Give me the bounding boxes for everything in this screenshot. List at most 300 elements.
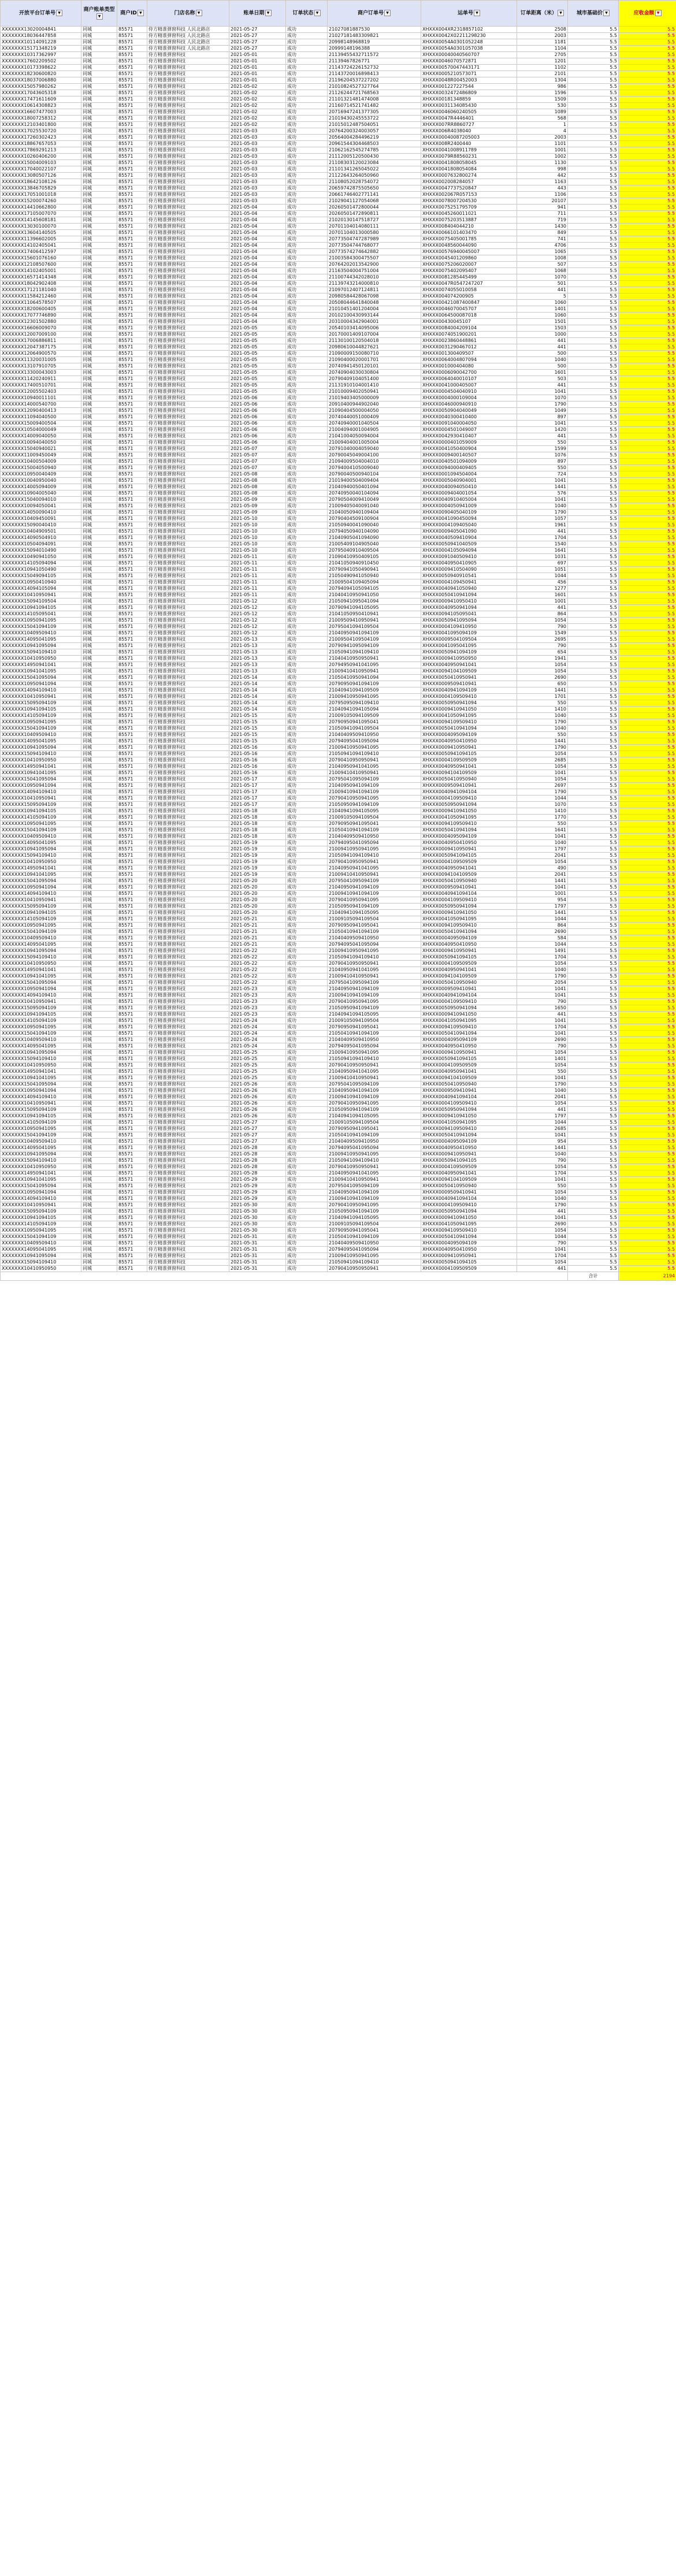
table-cell: 2021-05-26 bbox=[229, 1113, 286, 1120]
table-row bbox=[1, 821, 676, 827]
table-cell: 5.5 bbox=[619, 973, 676, 980]
table-row bbox=[1, 471, 676, 478]
table-cell: 同城 bbox=[81, 522, 117, 529]
table-cell: 85571 bbox=[117, 859, 147, 865]
table-cell: 侍方精准弹窗科技 bbox=[147, 878, 229, 884]
table-cell: XXXXXXX10410950941 bbox=[1, 999, 81, 1005]
table-cell: 侍方精准弹窗科技 bbox=[147, 948, 229, 954]
table-cell: 20790410950950941 bbox=[328, 859, 421, 865]
table-row bbox=[1, 166, 676, 173]
table-cell: 同城 bbox=[81, 490, 117, 497]
table-cell: 85571 bbox=[117, 884, 147, 891]
table-cell: 21050941094109410 bbox=[328, 1158, 421, 1164]
table-cell: 5.5 bbox=[568, 211, 619, 217]
filter-dropdown-icon[interactable]: ▼ bbox=[314, 10, 321, 16]
table-cell: 同城 bbox=[81, 402, 117, 408]
table-cell: 21126244721768563 bbox=[328, 90, 421, 96]
table-cell: 5.5 bbox=[619, 1151, 676, 1158]
table-cell: 5.5 bbox=[568, 147, 619, 154]
table-cell: 2021-05-04 bbox=[229, 236, 286, 243]
table-cell: 5.5 bbox=[568, 738, 619, 745]
table-cell: 5.5 bbox=[568, 1202, 619, 1209]
table-cell: 20795041095094109 bbox=[328, 878, 421, 884]
table-cell: 1430 bbox=[517, 224, 568, 230]
table-cell: 5.5 bbox=[619, 516, 676, 522]
table-cell: 5.5 bbox=[619, 452, 676, 459]
table-cell: 2021-05-11 bbox=[229, 554, 286, 560]
table-cell: XHXXX0009410950941 bbox=[421, 1050, 517, 1056]
table-cell: XHXXX0009504109504 bbox=[421, 637, 517, 643]
table-cell: XXXXXXX14105094109 bbox=[1, 1120, 81, 1126]
table-cell: 成功 bbox=[286, 103, 328, 109]
column-header[interactable]: 订单状态 ▼ bbox=[286, 1, 328, 27]
table-cell: 1008 bbox=[517, 255, 568, 262]
table-cell: 85571 bbox=[117, 980, 147, 986]
table-cell: 2021-05-21 bbox=[229, 923, 286, 929]
table-cell: 5.5 bbox=[568, 884, 619, 891]
table-cell: 5.5 bbox=[568, 446, 619, 452]
table-cell: 85571 bbox=[117, 293, 147, 300]
table-cell: XXXXXXX13080507126 bbox=[1, 173, 81, 179]
table-cell: XXXXXXX10409509410 bbox=[1, 935, 81, 942]
table-cell: 5.5 bbox=[568, 573, 619, 579]
table-cell: 侍方精准弹窗科技 bbox=[147, 560, 229, 567]
table-cell: 85571 bbox=[117, 58, 147, 65]
table-cell: 同城 bbox=[81, 1196, 117, 1202]
table-cell: 侍方精准弹窗科技 bbox=[147, 897, 229, 904]
table-cell: 成功 bbox=[286, 249, 328, 255]
column-header[interactable]: 商户ID ▼ bbox=[117, 1, 147, 27]
table-row bbox=[1, 967, 676, 973]
table-cell: 侍方精准弹窗科技 bbox=[147, 522, 229, 529]
table-cell: 同城 bbox=[81, 897, 117, 904]
column-header[interactable]: 运单号 ▼ bbox=[421, 1, 517, 27]
table-cell: 成功 bbox=[286, 1151, 328, 1158]
table-cell: 同城 bbox=[81, 1132, 117, 1139]
table-cell: 5.5 bbox=[619, 821, 676, 827]
table-cell: 成功 bbox=[286, 230, 328, 236]
table-cell: 2021-05-03 bbox=[229, 135, 286, 141]
table-cell: 85571 bbox=[117, 306, 147, 313]
table-cell: 85571 bbox=[117, 332, 147, 338]
table-cell: 2690 bbox=[517, 1037, 568, 1043]
table-cell: 5.5 bbox=[619, 224, 676, 230]
table-cell: 侍方精准弹窗科技 bbox=[147, 1069, 229, 1075]
table-cell: 5.5 bbox=[568, 1221, 619, 1228]
table-cell: 同城 bbox=[81, 745, 117, 751]
table-cell: 侍方精准弹窗科技 bbox=[147, 58, 229, 65]
table-cell: 侍方精准弹窗科技 bbox=[147, 929, 229, 935]
table-cell: XHXXX0064500087018 bbox=[421, 313, 517, 319]
filter-dropdown-icon[interactable]: ▼ bbox=[265, 10, 272, 16]
table-row bbox=[1, 1151, 676, 1158]
table-cell: 侍方精准弹窗科技 bbox=[147, 1107, 229, 1113]
column-header[interactable]: 商户订单号 ▼ bbox=[328, 1, 421, 27]
table-cell: 85571 bbox=[117, 815, 147, 821]
table-cell: XHXXX0004504040910 bbox=[421, 389, 517, 395]
table-cell: 5.5 bbox=[568, 465, 619, 471]
table-cell: 5.5 bbox=[619, 624, 676, 630]
table-cell: 5.5 bbox=[568, 726, 619, 732]
table-cell: XXXXXXX12103401800 bbox=[1, 122, 81, 128]
table-cell: 同城 bbox=[81, 560, 117, 567]
table-cell: 5.5 bbox=[568, 1190, 619, 1196]
table-cell: 1041 bbox=[517, 993, 568, 999]
table-cell: 5.5 bbox=[568, 643, 619, 649]
table-cell: 5.5 bbox=[619, 948, 676, 954]
table-cell: 21019403405000009 bbox=[328, 395, 421, 402]
table-cell: XXXXXXX13300043003 bbox=[1, 370, 81, 376]
table-cell: 21009410410950941 bbox=[328, 770, 421, 776]
table-row bbox=[1, 192, 676, 198]
filter-dropdown-icon[interactable]: ▼ bbox=[655, 10, 662, 16]
table-row bbox=[1, 198, 676, 205]
table-cell: 成功 bbox=[286, 954, 328, 961]
table-cell: XXXXXXX10410950950 bbox=[1, 859, 81, 865]
table-cell: 21139467826771 bbox=[328, 58, 421, 65]
table-cell: XXXXXXX11320031005 bbox=[1, 357, 81, 363]
table-cell: 5.5 bbox=[568, 490, 619, 497]
table-cell: 85571 bbox=[117, 1253, 147, 1259]
table-cell: XHXXX0040950410950 bbox=[421, 1247, 517, 1253]
table-cell: 5.5 bbox=[568, 840, 619, 846]
table-cell: XHXXX0050410941094 bbox=[421, 1234, 517, 1240]
table-cell: 侍方精准弹窗科技 bbox=[147, 471, 229, 478]
table-cell: 5.5 bbox=[619, 300, 676, 306]
table-row bbox=[1, 84, 676, 90]
table-cell: 1704 bbox=[517, 1170, 568, 1177]
column-header[interactable]: 订单距离（米） ▼ bbox=[517, 1, 568, 27]
table-cell: XXXXXXX10941094105 bbox=[1, 1215, 81, 1221]
table-cell: XHXXX0050410950940 bbox=[421, 1183, 517, 1190]
table-cell: 5.5 bbox=[619, 510, 676, 516]
table-cell: 侍方精准弹窗科技 bbox=[147, 586, 229, 592]
table-cell: 成功 bbox=[286, 980, 328, 986]
table-cell: 侍方精准弹窗科技 bbox=[147, 611, 229, 618]
table-row bbox=[1, 1043, 676, 1050]
table-cell: XXXXXXX18036447858 bbox=[1, 33, 81, 39]
table-cell: 5.5 bbox=[619, 77, 676, 84]
table-cell: 侍方精准弹窗科技 bbox=[147, 65, 229, 71]
table-cell: 成功 bbox=[286, 1037, 328, 1043]
table-cell: 21040950941041095 bbox=[328, 1170, 421, 1177]
table-cell: XXXXXXX14950941041 bbox=[1, 1069, 81, 1075]
table-cell: 21027081887530 bbox=[328, 27, 421, 33]
table-cell: 成功 bbox=[286, 592, 328, 599]
table-cell: 5.5 bbox=[568, 198, 619, 205]
table-row bbox=[1, 700, 676, 707]
table-cell: 1054 bbox=[517, 1228, 568, 1234]
column-header[interactable]: 开放平台订单号 ▼ bbox=[1, 1, 81, 27]
table-cell: XHXXX0004050941009 bbox=[421, 503, 517, 510]
table-row bbox=[1, 757, 676, 764]
table-cell: 2021-05-30 bbox=[229, 1209, 286, 1215]
table-cell: 21009405040091040 bbox=[328, 503, 421, 510]
table-cell: 侍方精准弹窗科技 bbox=[147, 599, 229, 605]
table-cell: XXXXXXX18642108126 bbox=[1, 179, 81, 185]
table-cell: 85571 bbox=[117, 675, 147, 681]
table-cell: 同城 bbox=[81, 1062, 117, 1069]
table-cell: 2021-05-02 bbox=[229, 90, 286, 96]
table-cell: 2021-05-17 bbox=[229, 789, 286, 796]
table-cell: 85571 bbox=[117, 116, 147, 122]
table-cell: 1000 bbox=[517, 332, 568, 338]
table-cell: 成功 bbox=[286, 643, 328, 649]
table-cell: 1044 bbox=[517, 1120, 568, 1126]
table-cell: 同城 bbox=[81, 1056, 117, 1062]
table-cell: XHXXX0094104109509 bbox=[421, 668, 517, 675]
table-cell: XXXXXXX10941095094 bbox=[1, 846, 81, 853]
table-cell: 85571 bbox=[117, 624, 147, 630]
table-cell: 同城 bbox=[81, 1101, 117, 1107]
table-cell: 同城 bbox=[81, 414, 117, 421]
table-cell: 2021-05-04 bbox=[229, 300, 286, 306]
table-cell: 20790410950941095 bbox=[328, 796, 421, 802]
table-cell: 20764200324003057 bbox=[328, 128, 421, 135]
table-row bbox=[1, 452, 676, 459]
filter-dropdown-icon[interactable]: ▼ bbox=[603, 10, 610, 16]
table-cell: 1130 bbox=[517, 160, 568, 166]
table-cell: 同城 bbox=[81, 687, 117, 694]
filter-dropdown-icon[interactable]: ▼ bbox=[474, 10, 480, 16]
table-cell: 侍方精准弹窗科技 bbox=[147, 986, 229, 993]
table-cell: 1491 bbox=[517, 948, 568, 954]
table-cell: 2021-05-27 bbox=[229, 33, 286, 39]
table-cell: 5.5 bbox=[568, 675, 619, 681]
table-cell: 5.5 bbox=[619, 891, 676, 897]
table-cell: 20790410950941095 bbox=[328, 1202, 421, 1209]
table-cell: 侍方精准弹窗科技 bbox=[147, 573, 229, 579]
table-cell: XHXXX0047R4446401 bbox=[421, 116, 517, 122]
table-cell: 21050410941094109 bbox=[328, 1132, 421, 1139]
table-cell: 5.5 bbox=[619, 313, 676, 319]
table-cell: XXXXXXX10941041095 bbox=[1, 973, 81, 980]
table-cell: 同城 bbox=[81, 599, 117, 605]
table-cell: XHXXX0009410504090 bbox=[421, 567, 517, 573]
table-row bbox=[1, 592, 676, 599]
table-cell: 2021-05-21 bbox=[229, 935, 286, 942]
filter-dropdown-icon[interactable]: ▼ bbox=[138, 10, 144, 16]
table-cell: XXXXXXX10410950950 bbox=[1, 1062, 81, 1069]
table-cell: 2021-05-04 bbox=[229, 313, 286, 319]
table-cell: 5.5 bbox=[619, 1158, 676, 1164]
table-cell: 21050950941094109 bbox=[328, 802, 421, 808]
column-header[interactable]: 门店名称 ▼ bbox=[147, 1, 229, 27]
table-cell: 5.5 bbox=[568, 776, 619, 783]
table-cell: 5.5 bbox=[619, 529, 676, 535]
table-cell: 同城 bbox=[81, 751, 117, 757]
table-cell: XXXXXXX10410950941 bbox=[1, 796, 81, 802]
table-cell: 2021-05-29 bbox=[229, 1183, 286, 1190]
table-cell: 同城 bbox=[81, 179, 117, 185]
table-cell: 20773504747287989 bbox=[328, 236, 421, 243]
table-cell: XXXXXXX16606009070 bbox=[1, 325, 81, 332]
table-cell: 5.5 bbox=[568, 224, 619, 230]
table-cell: 20564004284496219 bbox=[328, 135, 421, 141]
column-header[interactable]: 应收金额 ▼ bbox=[619, 1, 676, 27]
table-cell: 5.5 bbox=[619, 770, 676, 776]
table-cell: 1704 bbox=[517, 1024, 568, 1031]
table-cell: 同城 bbox=[81, 478, 117, 484]
table-cell: 2021-05-12 bbox=[229, 599, 286, 605]
table-cell: 5.5 bbox=[568, 414, 619, 421]
table-cell: 20794095041095094 bbox=[328, 738, 421, 745]
table-cell: XHXXX008R2400440 bbox=[421, 141, 517, 147]
table-cell: 21040941094109509 bbox=[328, 687, 421, 694]
table-cell: XHXXX0040950941041 bbox=[421, 967, 517, 973]
table-cell: XHXXX001227227544 bbox=[421, 84, 517, 90]
table-cell: 成功 bbox=[286, 802, 328, 808]
table-row bbox=[1, 427, 676, 433]
table-cell: 85571 bbox=[117, 757, 147, 764]
table-cell: XHXXX0048560044090 bbox=[421, 243, 517, 249]
table-row bbox=[1, 1069, 676, 1075]
table-cell: 成功 bbox=[286, 662, 328, 668]
table-cell: XXXXXXX14105095041 bbox=[1, 611, 81, 618]
table-cell: 成功 bbox=[286, 306, 328, 313]
table-cell: 侍方精准弹窗科技 bbox=[147, 459, 229, 465]
table-row bbox=[1, 878, 676, 884]
column-header[interactable]: 账单日期 ▼ bbox=[229, 1, 286, 27]
table-cell: 同城 bbox=[81, 293, 117, 300]
table-row bbox=[1, 923, 676, 929]
table-cell: 85571 bbox=[117, 764, 147, 770]
table-cell: 1041 bbox=[517, 478, 568, 484]
table-row bbox=[1, 1183, 676, 1190]
table-cell: 1441 bbox=[517, 738, 568, 745]
table-cell: XHXXX001000404080 bbox=[421, 363, 517, 370]
table-cell: 503 bbox=[517, 376, 568, 382]
table-cell: 2021-05-03 bbox=[229, 179, 286, 185]
table-cell: 同城 bbox=[81, 605, 117, 611]
table-cell: 2021-05-31 bbox=[229, 1240, 286, 1247]
table-cell: 85571 bbox=[117, 192, 147, 198]
table-cell: 侍方精准弹窗科技 bbox=[147, 1209, 229, 1215]
table-cell: 5.5 bbox=[619, 58, 676, 65]
table-cell: 2021-05-03 bbox=[229, 128, 286, 135]
table-cell: 5.5 bbox=[568, 402, 619, 408]
table-cell: 侍方精准弹窗科技 bbox=[147, 236, 229, 243]
table-cell: 85571 bbox=[117, 840, 147, 846]
table-row bbox=[1, 357, 676, 363]
table-cell: 成功 bbox=[286, 541, 328, 548]
table-cell: 2021-05-27 bbox=[229, 1126, 286, 1132]
table-cell: 21040950941094109 bbox=[328, 1190, 421, 1196]
table-cell: 成功 bbox=[286, 884, 328, 891]
table-cell: 同城 bbox=[81, 910, 117, 916]
table-cell: 5.5 bbox=[568, 230, 619, 236]
table-cell: 1797 bbox=[517, 1113, 568, 1120]
table-cell: XHXXX001300409507 bbox=[421, 351, 517, 357]
table-cell: XHXXX0004105094094 bbox=[421, 548, 517, 554]
table-cell: 5.5 bbox=[619, 878, 676, 884]
filter-dropdown-icon[interactable]: ▼ bbox=[56, 10, 62, 16]
table-cell: 5.5 bbox=[568, 1075, 619, 1081]
table-cell: 5.5 bbox=[568, 770, 619, 776]
filter-dropdown-icon[interactable]: ▼ bbox=[196, 10, 202, 16]
table-row bbox=[1, 738, 676, 745]
table-cell: XXXXXXX14410662800 bbox=[1, 205, 81, 211]
table-cell: 85571 bbox=[117, 923, 147, 929]
column-header[interactable]: 商户账单类型▼ bbox=[81, 1, 117, 27]
table-cell: 5.5 bbox=[619, 802, 676, 808]
table-cell: XXXXXXX12047387175 bbox=[1, 344, 81, 351]
table-cell: 成功 bbox=[286, 77, 328, 84]
table-cell: XXXXXXX12064900570 bbox=[1, 351, 81, 357]
table-cell: 成功 bbox=[286, 205, 328, 211]
table-row bbox=[1, 1215, 676, 1221]
table-cell: 2021-05-17 bbox=[229, 783, 286, 789]
column-header[interactable]: 城市基础价 ▼ bbox=[568, 1, 619, 27]
table-cell: 侍方精准弹窗科技 bbox=[147, 211, 229, 217]
table-cell: 侍方精准弹窗科技 bbox=[147, 796, 229, 802]
table-cell: 85571 bbox=[117, 421, 147, 427]
table-cell: 侍方精准弹窗科技 bbox=[147, 1266, 229, 1272]
table-row bbox=[1, 796, 676, 802]
table-cell: 5.5 bbox=[619, 1024, 676, 1031]
table-cell: XXXXXXX15041094109 bbox=[1, 1031, 81, 1037]
table-cell: 同城 bbox=[81, 503, 117, 510]
table-cell: 2021-05-08 bbox=[229, 490, 286, 497]
table-cell: 85571 bbox=[117, 586, 147, 592]
table-cell: 5.5 bbox=[619, 834, 676, 840]
filter-dropdown-icon[interactable]: ▼ bbox=[384, 10, 391, 16]
table-cell: 85571 bbox=[117, 287, 147, 293]
table-cell: 5.5 bbox=[619, 484, 676, 490]
table-cell: XXXXXXX10950941094 bbox=[1, 1088, 81, 1094]
table-cell: 成功 bbox=[286, 46, 328, 52]
table-cell: 成功 bbox=[286, 1215, 328, 1221]
table-cell: XXXXXXX10410950950 bbox=[1, 656, 81, 662]
table-cell: 同城 bbox=[81, 363, 117, 370]
table-cell: 5.5 bbox=[619, 904, 676, 910]
table-cell: 5.5 bbox=[568, 128, 619, 135]
table-cell: 5.5 bbox=[619, 376, 676, 382]
table-cell: 2021-05-15 bbox=[229, 713, 286, 719]
table-cell: 成功 bbox=[286, 1221, 328, 1228]
table-cell: XXXXXXX17051001018 bbox=[1, 192, 81, 198]
table-cell: 同城 bbox=[81, 357, 117, 363]
table-cell: XXXXXXX17077746890 bbox=[1, 313, 81, 319]
table-cell: 侍方精准弹窗科技 bbox=[147, 154, 229, 160]
table-cell: 侍方精准弹窗科技 bbox=[147, 1056, 229, 1062]
table-cell: 2021-05-12 bbox=[229, 605, 286, 611]
table-cell: 成功 bbox=[286, 993, 328, 999]
filter-dropdown-icon[interactable]: ▼ bbox=[558, 10, 564, 16]
table-cell: XXXXXXX18007258312 bbox=[1, 116, 81, 122]
filter-dropdown-icon[interactable]: ▼ bbox=[96, 13, 103, 20]
table-cell: 同城 bbox=[81, 147, 117, 154]
table-cell: XHXXX0004000109004 bbox=[421, 395, 517, 402]
table-cell: 成功 bbox=[286, 503, 328, 510]
table-row bbox=[1, 961, 676, 967]
table-cell: 85571 bbox=[117, 961, 147, 967]
table-cell: 85571 bbox=[117, 1183, 147, 1190]
table-cell: 2021-05-30 bbox=[229, 1202, 286, 1209]
table-cell: 21009504109504109 bbox=[328, 637, 421, 643]
table-cell: 21009105094109504 bbox=[328, 815, 421, 821]
table-row bbox=[1, 421, 676, 427]
table-cell: XHXXX0009410950941 bbox=[421, 948, 517, 954]
table-cell: 21050950941094109 bbox=[328, 1107, 421, 1113]
table-cell: 21050941094109410 bbox=[328, 649, 421, 656]
table-cell: 21009410410950941 bbox=[328, 973, 421, 980]
table-cell: 21009410941094109 bbox=[328, 993, 421, 999]
table-cell: XHXXX0004095094109 bbox=[421, 1240, 517, 1247]
table-cell: 5.5 bbox=[619, 414, 676, 421]
table-cell: 成功 bbox=[286, 1158, 328, 1164]
table-cell: XHXXX0041050941095 bbox=[421, 713, 517, 719]
